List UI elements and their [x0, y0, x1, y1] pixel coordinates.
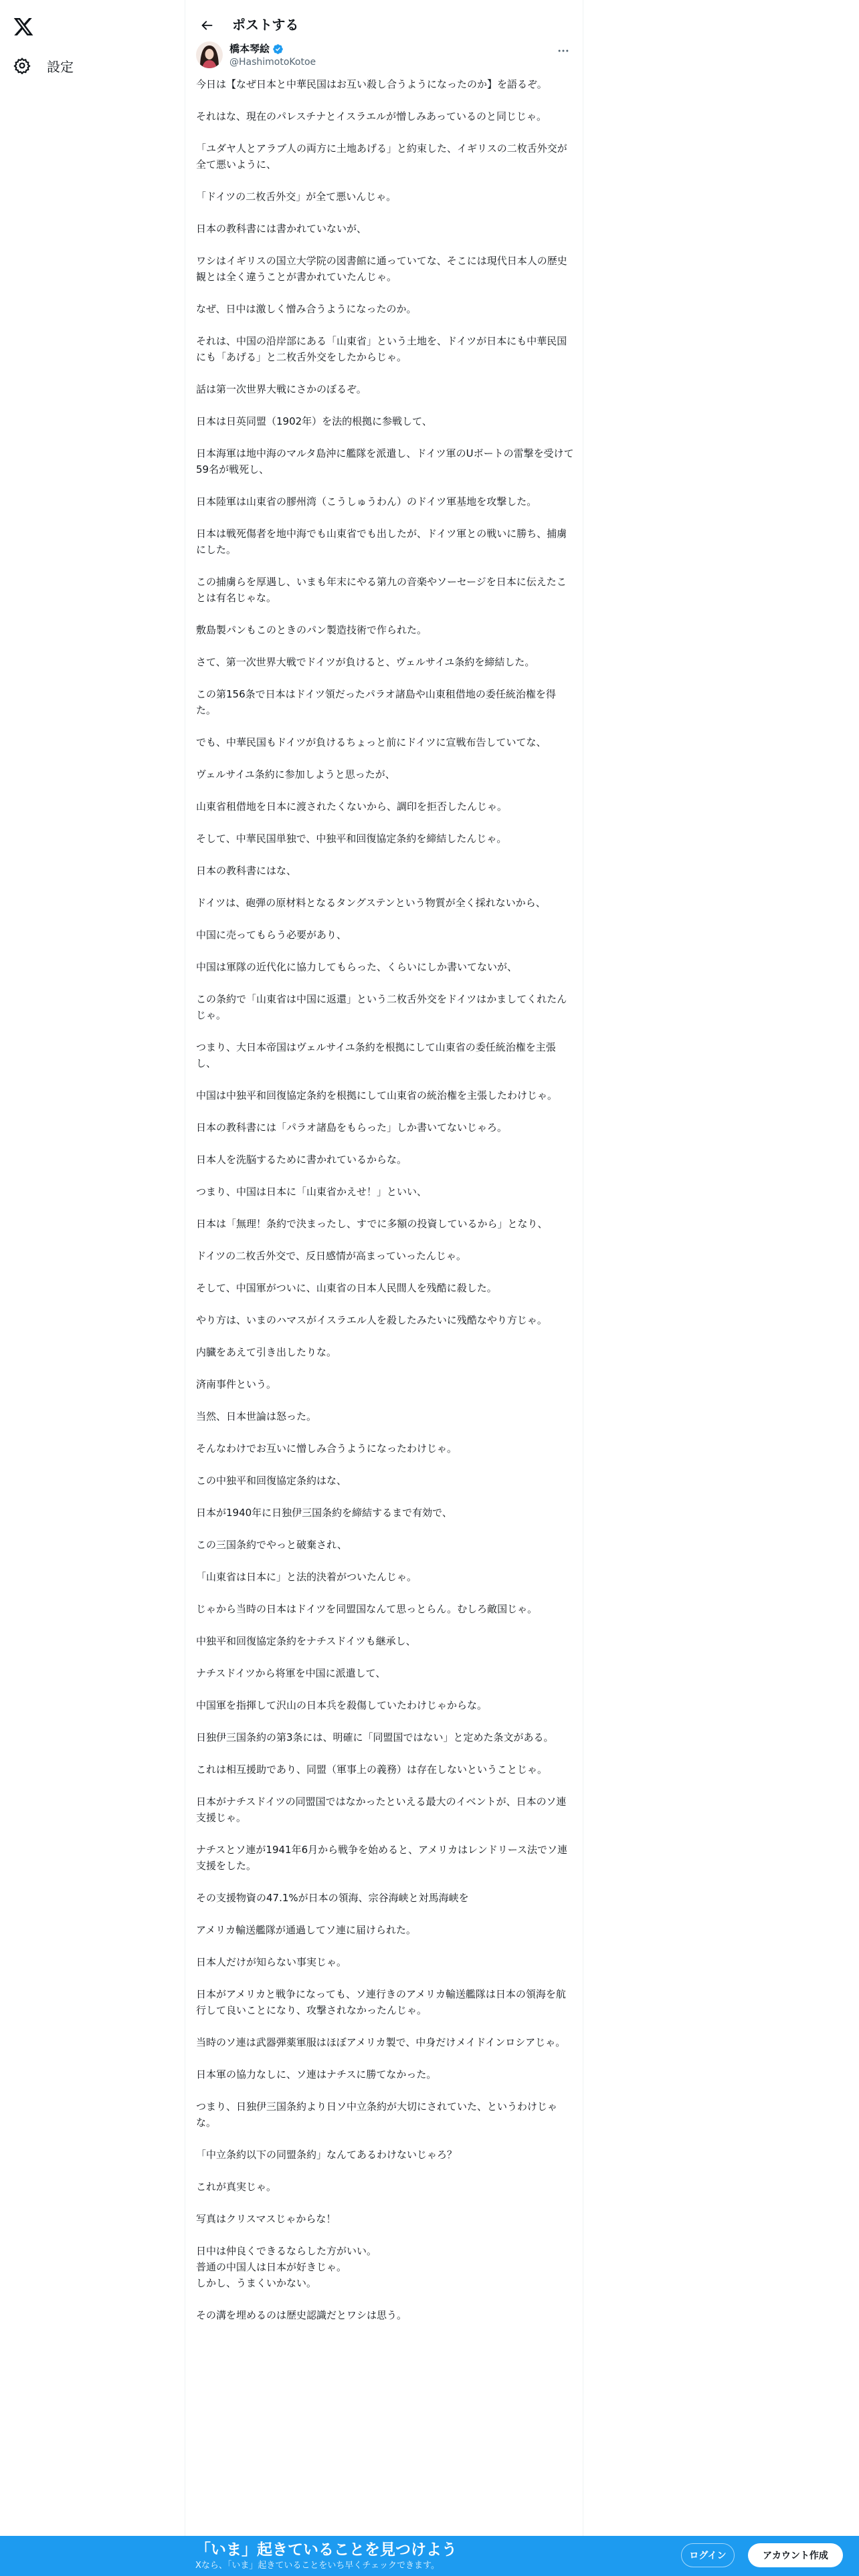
post-paragraph: [196, 189, 575, 205]
post-paragraph: [196, 991, 575, 1023]
post-line: 日本軍の協力なしに、ソ連はナチスに勝てなかった。: [196, 2068, 437, 2080]
post-paragraph: [196, 798, 575, 815]
post-line: 今日は【なぜ日本と中華民国はお互い殺し合うようになったのか】を語るぞ。: [196, 78, 547, 90]
post-line: 日本の教科書には書かれていないが、: [196, 223, 367, 235]
post-paragraph: [196, 1986, 575, 2018]
login-button[interactable]: ログイン: [681, 2543, 735, 2567]
post-paragraph: [196, 2099, 575, 2131]
post-line: この条約で「山東省は中国に返還」という二枚舌外交をドイツはかましてくれたんじゃ。: [196, 993, 567, 1021]
post-line: それはな、現在のパレスチナとイスラエルが憎しみあっているのと同じじゃ。: [196, 110, 547, 122]
banner-subtitle: Xなら、「いま」起きていることをいち早くチェックできます。: [195, 2561, 440, 2571]
post-paragraph: [196, 654, 575, 670]
post-column: [185, 0, 583, 2576]
post-line: そして、中華民国単独で、中独平和回復協定条約を締結したんじゃ。: [196, 833, 507, 845]
post-line: 日本の教科書にはな、: [196, 865, 297, 877]
post-line: その支援物資の47.1%が日本の領海、宗谷海峡と対馬海峡を: [196, 1892, 469, 1904]
post-line: 日本陸軍は山東省の膠州湾（こうしゅうわん）のドイツ軍基地を攻撃した。: [196, 496, 537, 508]
signup-button[interactable]: アカウント作成: [748, 2543, 843, 2567]
post-paragraph: [196, 1152, 575, 1168]
gear-icon: [13, 57, 31, 74]
post-paragraph: [196, 1087, 575, 1103]
post-line: 当然、日本世論は怒った。: [196, 1410, 317, 1422]
post-paragraph: [196, 1601, 575, 1617]
post-paragraph: [196, 1697, 575, 1713]
sidebar-item-settings-label: 設定: [47, 58, 74, 75]
post-paragraph: [196, 1216, 575, 1232]
post-paragraph: [196, 766, 575, 782]
post-line: 日本は日英同盟（1902年）を法的根拠に参戦して、: [196, 415, 432, 427]
post-paragraph: [196, 2307, 575, 2323]
post-paragraph: [196, 2179, 575, 2195]
post-line: 「ユダヤ人とアラブ人の両方に土地あげる」と約束した、イギリスの二枚舌外交が全て悪いように、: [196, 142, 567, 171]
post-line: その溝を埋めるのは歴史認識だとワシは思う。: [196, 2309, 407, 2321]
post-line: そんなわけでお互いに憎しみ合うようになったわけじゃ。: [196, 1442, 458, 1455]
post-paragraph: [196, 895, 575, 911]
post-paragraph: [196, 734, 575, 750]
back-arrow-icon: [199, 18, 214, 33]
post-line: つまり、日独伊三国条約より日ソ中立条約が大切にされていた、というわけじゃな。: [196, 2101, 558, 2129]
post-paragraph: [196, 2147, 575, 2163]
post-line: 「ドイツの二枚舌外交」が全て悪いんじゃ。: [196, 191, 397, 203]
post-paragraph: [196, 927, 575, 943]
author-handle[interactable]: @HashimotoKotoe: [229, 57, 316, 68]
post-line: なぜ、日中は激しく憎み合うようになったのか。: [196, 303, 417, 315]
post-line: でも、中華民国もドイツが負けるちょっと前にドイツに宣戦布告していてな、: [196, 736, 547, 748]
post-paragraph: [196, 1473, 575, 1489]
post-line: 日本人だけが知らない事実じゃ。: [196, 1956, 347, 1968]
post-line: これは相互援助であり、同盟（軍事上の義務）は存在しないということじゃ。: [196, 1763, 548, 1776]
post-line: 話は第一次世界大戦にさかのぼるぞ。: [196, 383, 367, 395]
post-line: 中国軍を指揮して沢山の日本兵を殺傷していたわけじゃからな。: [196, 1699, 488, 1711]
post-line: アメリカ輸送艦隊が通過してソ連に届けられた。: [196, 1924, 416, 1936]
post-line: ナチスドイツから将軍を中国に派遣して、: [196, 1667, 386, 1679]
page-title: ポストする: [232, 17, 299, 33]
post-line: 日中は仲良くできるならした方がいい。: [196, 2245, 377, 2257]
post-line: つまり、大日本帝国はヴェルサイユ条約を根拠にして山東省の委任統治権を主張し、: [196, 1041, 556, 1069]
post-line: 日本がアメリカと戦争になっても、ソ連行きのアメリカ輸送艦隊は日本の領海を航行して良いことになり、攻撃されなかったんじゃ。: [196, 1988, 566, 2016]
post-line: この中独平和回復協定条約はな、: [196, 1475, 347, 1487]
post-line: 済南事件という。: [196, 1378, 277, 1390]
post-line: 敷島製パンもこのときのパン製造技術で作られた。: [196, 624, 427, 636]
post-paragraph: [196, 1184, 575, 1200]
post-paragraph: [196, 381, 575, 397]
post-line: つまり、中国は日本に「山東省かえせ！」といい、: [196, 1186, 427, 1198]
post-paragraph: [196, 574, 575, 606]
back-button[interactable]: [195, 13, 219, 37]
post-line: じゃから当時の日本はドイツを同盟国なんて思っとらん。むしろ敵国じゃ。: [196, 1603, 538, 1615]
post-line: これが真実じゃ。: [196, 2181, 277, 2193]
post-paragraph: [196, 2211, 575, 2227]
post-paragraph: [196, 1665, 575, 1681]
post-paragraph: [196, 76, 575, 92]
post-line: この捕虜らを厚遇し、いまも年末にやる第九の音楽やソーセージを日本に伝えたことは有名じゃな。: [196, 576, 567, 604]
post-line: 日本海軍は地中海のマルタ島沖に艦隊を派遣し、ドイツ軍のUボートの雷撃を受けて59名が戦死し、: [196, 447, 574, 475]
post-line: やり方は、いまのハマスがイスラエル人を殺したみたいに残酷なやり方じゃ。: [196, 1314, 547, 1326]
post-line: 日本は「無理！条約で決まったし、すでに多額の投資しているから」となり、: [196, 1218, 548, 1230]
post-paragraph: [196, 1954, 575, 1970]
post-paragraph: [196, 1280, 575, 1296]
post-paragraph: [196, 1922, 575, 1938]
post-paragraph: [196, 1633, 575, 1649]
post-author: [196, 41, 573, 71]
post-paragraph: [196, 1794, 575, 1826]
more-dots-icon: [557, 44, 570, 58]
verified-badge-icon: [272, 43, 284, 55]
post-line: 日独伊三国条約の第3条には、明確に「同盟国ではない」と定めた条文がある。: [196, 1731, 554, 1743]
post-paragraph: [196, 1344, 575, 1360]
post-paragraph: [196, 140, 575, 173]
post-paragraph: [196, 221, 575, 237]
post-line: 「中立条約以下の同盟条約」なんてあるわけないじゃろ？: [196, 2149, 458, 2161]
avatar[interactable]: [196, 41, 223, 68]
post-line: ドイツの二枚舌外交で、反日感情が高まっていったんじゃ。: [196, 1250, 466, 1262]
post-line: この三国条約でやっと破棄され、: [196, 1539, 347, 1551]
post-paragraph: [196, 1761, 575, 1778]
post-line: 中独平和回復協定条約をナチスドイツも継承し、: [196, 1635, 416, 1647]
post-paragraph: [196, 686, 575, 718]
sidebar-item-settings[interactable]: [13, 55, 74, 76]
post-paragraph: [196, 1890, 575, 1906]
post-line: 中国に売ってもらう必要があり、: [196, 929, 347, 941]
post-line: 普通の中国人は日本が好きじゃ。: [196, 2261, 347, 2273]
post-paragraph: [196, 1505, 575, 1521]
post-paragraph: [196, 1842, 575, 1874]
post-paragraph: [196, 526, 575, 558]
post-paragraph: [196, 2066, 575, 2082]
post-line: 日本人を洗脳するために書かれているからな。: [196, 1154, 407, 1166]
post-line: ナチスとソ連が1941年6月から戦争を始めると、アメリカはレンドリース法でソ連支援をした。: [196, 1844, 567, 1872]
post-line: ヴェルサイユ条約に参加しようと思ったが、: [196, 768, 395, 780]
post-paragraph: [196, 1376, 575, 1392]
banner-title: 「いま」起きていることを見つけよう: [195, 2541, 457, 2559]
post-line: 山東省租借地を日本に渡されたくないから、調印を拒否したんじゃ。: [196, 800, 508, 813]
post-line: 写真はクリスマスじゃからな！: [196, 2213, 337, 2225]
post-paragraph: [196, 494, 575, 510]
post-line: 中国は中独平和回復協定条約を根拠にして山東省の統治権を主張したわけじゃ。: [196, 1089, 558, 1101]
post-line: 中国は軍隊の近代化に協力してもらった、くらいにしか書いてないが、: [196, 961, 518, 973]
post-paragraph: [196, 1440, 575, 1457]
post-paragraph: [196, 1569, 575, 1585]
post-paragraph: [196, 831, 575, 847]
post-paragraph: [196, 1408, 575, 1424]
post-line: 「山東省は日本に」と法的決着がついたんじゃ。: [196, 1571, 417, 1583]
post-paragraph: [196, 445, 575, 477]
post-paragraph: [196, 413, 575, 429]
post-paragraph: [196, 1729, 575, 1745]
left-sidebar: [0, 0, 185, 2576]
x-logo-icon[interactable]: [13, 16, 34, 37]
post-paragraph: [196, 2034, 575, 2050]
author-name: 橋本琴絵: [229, 43, 270, 55]
post-line: さて、第一次世界大戦でドイツが負けると、ヴェルサイユ条約を締結した。: [196, 656, 535, 668]
post-paragraph: [196, 1039, 575, 1071]
post-paragraph: [196, 1248, 575, 1264]
post-line: それは、中国の沿岸部にある「山東省」という土地を、ドイツが日本にも中華民国にも「あげる」と二枚舌外交をしたからじゃ。: [196, 335, 567, 363]
post-line: 日本がナチスドイツの同盟国ではなかったといえる最大のイベントが、日本のソ連支援じゃ。: [196, 1796, 567, 1824]
post-line: しかし、うまくいかない。: [196, 2277, 317, 2289]
author-name-row[interactable]: [229, 43, 284, 55]
post-line: ドイツは、砲弾の原材料となるタングステンという物質が全く採れないから、: [196, 897, 546, 909]
post-paragraph: [196, 863, 575, 879]
post-line: 日本は戦死傷者を地中海でも山東省でも出したが、ドイツ軍との戦いに勝ち、捕虜にした。: [196, 528, 567, 556]
post-paragraph: [196, 1537, 575, 1553]
post-paragraph: [196, 253, 575, 285]
post-paragraph: [196, 301, 575, 317]
post-paragraph: [196, 333, 575, 365]
more-button[interactable]: [553, 43, 573, 59]
post-paragraph: [196, 1312, 575, 1328]
post-line: 日本の教科書には「パラオ諸島をもらった」しか書いてないじゃろ。: [196, 1121, 508, 1134]
post-paragraph: [196, 108, 575, 124]
post-paragraph: [196, 959, 575, 975]
post-line: 内臓をあえて引き出したりな。: [196, 1346, 337, 1358]
post-line: そして、中国軍がついに、山東省の日本人民間人を残酷に殺した。: [196, 1282, 497, 1294]
signup-banner: [0, 2536, 859, 2576]
post-paragraph: [196, 2243, 575, 2291]
post-text: [196, 76, 575, 2323]
post-line: 日本が1940年に日独伊三国条約を締結するまで有効で、: [196, 1507, 452, 1519]
post-paragraph: [196, 622, 575, 638]
post-line: この第156条で日本はドイツ領だったパラオ諸島や山東租借地の委任統治権を得た。: [196, 688, 556, 716]
post-paragraph: [196, 1119, 575, 1136]
post-line: 当時のソ連は武器弾薬軍服はほぼアメリカ製で、中身だけメイドインロシアじゃ。: [196, 2036, 566, 2048]
post-line: ワシはイギリスの国立大学院の図書館に通っていてな、そこには現代日本人の歴史観とは全く違うことが書かれていたんじゃ。: [196, 255, 567, 283]
